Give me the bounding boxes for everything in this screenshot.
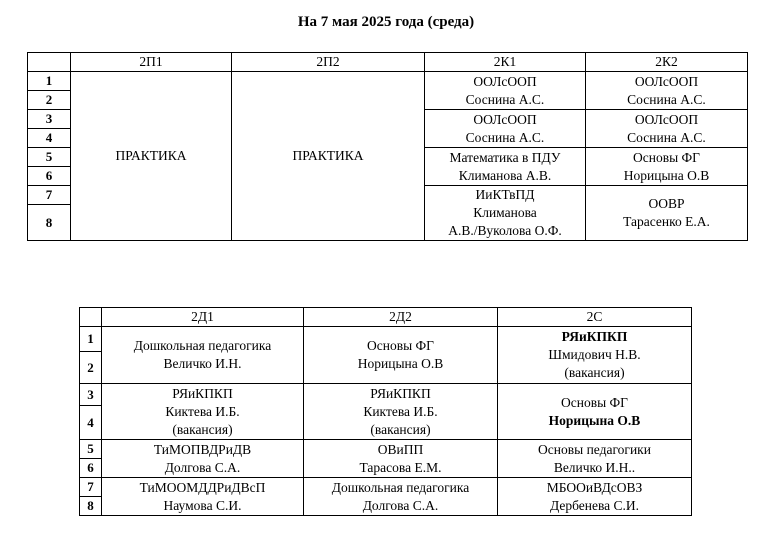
teacher: Соснина А.С. [627,129,706,145]
group-header-2d1: 2Д1 [102,308,304,327]
lesson-cell [586,186,748,241]
lesson-cell [425,148,586,186]
subject: Дошкольная педагогика [133,338,272,353]
lesson-cell [425,186,586,241]
lesson-number: 6 [80,459,102,478]
note: (вакансия) [172,421,233,437]
subject: РЯиКПКП [370,385,431,401]
lesson-number: 2 [80,352,102,384]
lesson-cell [498,327,692,384]
lesson-cell [498,384,692,440]
subject: ООЛсООП [634,111,699,127]
subject: ООЛсООП [634,73,699,89]
subject: ОВиПП [377,441,424,457]
teacher: Соснина А.С. [465,91,545,107]
lesson-cell [304,384,498,440]
teacher: Климанова [473,205,537,220]
lesson-cell [304,478,498,516]
lesson-number: 1 [28,72,71,91]
teacher: Долгова С.А. [164,459,241,475]
group-header-2k1: 2К1 [425,53,586,72]
teacher: Норицына О.В [623,167,710,183]
subject: ИиКТвПД [475,187,535,202]
subject: РЯиКПКП [561,329,628,344]
lesson-number: 5 [28,148,71,167]
lesson-number: 8 [80,497,102,516]
teacher: А.В./Вуколова О.Ф. [448,223,562,238]
subject: РЯиКПКП [172,385,233,401]
lesson-cell [102,440,304,478]
group-header-2d2: 2Д2 [304,308,498,327]
teacher: Киктева И.Б. [165,403,240,419]
lesson-number: 6 [28,167,71,186]
lesson-cell [102,478,304,516]
lesson-cell [498,478,692,516]
lesson-cell [425,72,586,110]
teacher: Тарасова Е.М. [359,459,442,475]
lesson-cell [586,110,748,148]
lesson-number: 8 [28,205,71,241]
lesson-number: 7 [28,186,71,205]
corner-cell [80,308,102,327]
teacher: Долгова С.А. [362,497,439,513]
teacher: Норицына О.В [357,356,444,371]
subject: МБООиВДсОВЗ [546,479,643,495]
group-header-2p2: 2П2 [232,53,425,72]
lesson-number: 1 [80,327,102,352]
subject: Основы ФГ [560,394,628,410]
lesson-cell [102,384,304,440]
lesson-cell [586,72,748,110]
group-header-2k2: 2К2 [586,53,748,72]
subject: ООВР [648,196,685,211]
lesson-number: 5 [80,440,102,459]
lesson-cell [304,440,498,478]
lesson-number: 2 [28,91,71,110]
teacher: Киктева И.Б. [363,403,438,419]
lesson-cell [425,110,586,148]
lesson-number: 4 [28,129,71,148]
teacher: Соснина А.С. [465,129,545,145]
lesson-cell [102,327,304,384]
teacher: Тарасенко Е.А. [623,214,710,229]
group-header-2s: 2С [498,308,692,327]
lesson-number: 7 [80,478,102,497]
subject: ООЛсООП [473,111,537,127]
subject: Основы ФГ [632,149,700,165]
corner-cell [28,53,71,72]
teacher: Соснина А.С. [627,91,706,107]
subject: ТиМОПВДРиДВ [153,441,252,457]
subject: ООЛсООП [473,73,537,89]
teacher: Шмидович Н.В. [548,347,641,362]
practice-cell-2p1: ПРАКТИКА [71,72,232,241]
subject: ТиМООМДДРиДВсП [139,479,266,495]
note: (вакансия) [370,421,431,437]
teacher: Величко И.Н.. [553,459,636,475]
lesson-number: 4 [80,406,102,440]
teacher: Величко И.Н. [163,356,242,371]
schedule-table-2 [79,307,692,516]
subject: Математика в ПДУ [449,149,561,165]
subject: Основы педагогики [538,441,651,457]
note: (вакансия) [564,365,625,380]
lesson-number: 3 [80,384,102,406]
teacher: Климанова А.В. [458,167,552,183]
teacher: Норицына О.В [548,412,641,428]
schedule-table-1 [27,52,748,241]
lesson-cell [586,148,748,186]
subject: Основы ФГ [366,338,434,353]
lesson-cell [304,327,498,384]
lesson-cell [498,440,692,478]
practice-cell-2p2: ПРАКТИКА [232,72,425,241]
group-header-2p1: 2П1 [71,53,232,72]
lesson-number: 3 [28,110,71,129]
teacher: Дербенева С.И. [549,497,640,513]
page-title: На 7 мая 2025 года (среда) [297,14,475,30]
subject: Дошкольная педагогика [331,479,470,495]
teacher: Наумова С.И. [163,497,242,513]
